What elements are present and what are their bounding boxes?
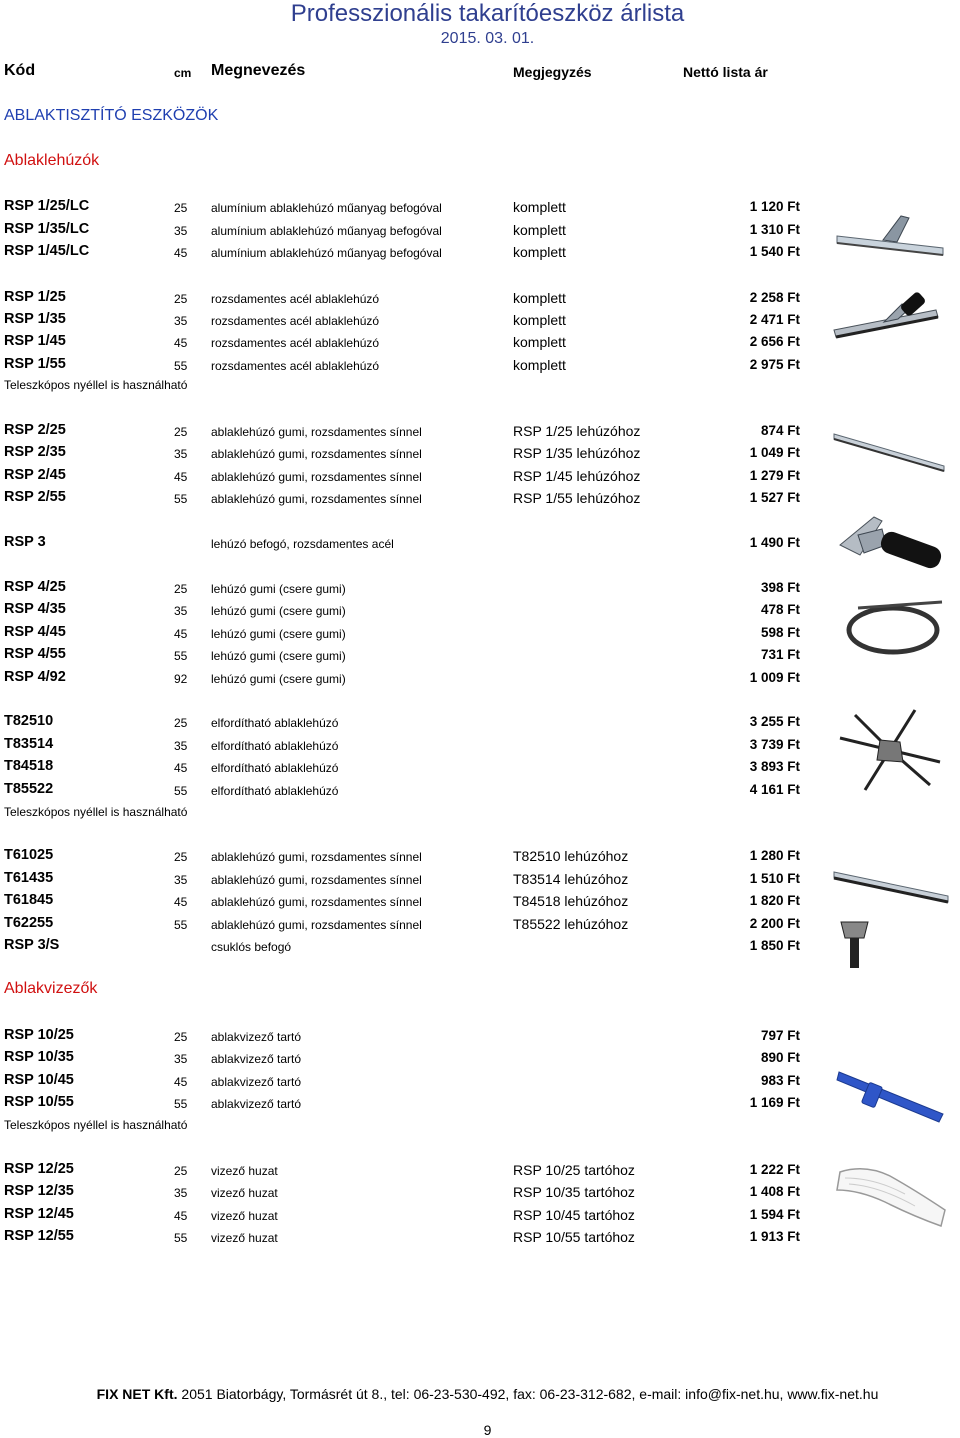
product-code: RSP 12/55 <box>4 1228 74 1244</box>
product-note: T82510 lehúzóhoz <box>513 848 629 864</box>
product-size: 55 <box>174 492 188 506</box>
product-code: RSP 10/45 <box>4 1072 74 1088</box>
washer-sleeve-image <box>835 1162 950 1232</box>
product-note: komplett <box>513 357 566 373</box>
product-name: vizező huzat <box>211 1209 278 1223</box>
product-name: vizező huzat <box>211 1186 278 1200</box>
product-code: RSP 2/45 <box>4 467 66 483</box>
product-price: 1 280 Ft <box>749 848 800 863</box>
product-note: RSP 10/35 tartóhoz <box>513 1184 635 1200</box>
product-code: RSP 4/25 <box>4 579 66 595</box>
product-size: 25 <box>174 292 188 306</box>
product-code: RSP 10/35 <box>4 1049 74 1065</box>
product-price: 598 Ft <box>760 625 800 640</box>
product-size: 35 <box>174 873 188 887</box>
product-size: 45 <box>174 246 188 260</box>
footer-details: 2051 Biatorbágy, Tormásrét út 8., tel: 06-23-530-492, fax: 06-23-312-682, e-mail: info@fix-net.hu, www.fix-net.hu <box>177 1386 879 1402</box>
product-note: T84518 lehúzóhoz <box>513 893 629 909</box>
column-header-note: Megjegyzés <box>513 64 592 80</box>
product-code: RSP 1/55 <box>4 356 66 372</box>
product-name: elfordítható ablaklehúzó <box>211 739 339 753</box>
product-size: 35 <box>174 224 188 238</box>
product-note: RSP 1/25 lehúzóhoz <box>513 423 641 439</box>
product-note: T85522 lehúzóhoz <box>513 916 629 932</box>
product-price: 1 310 Ft <box>749 222 800 237</box>
product-note: RSP 10/45 tartóhoz <box>513 1207 635 1223</box>
swivel-rubber-channel-image <box>832 868 950 908</box>
product-note: RSP 10/25 tartóhoz <box>513 1162 635 1178</box>
product-name: ablaklehúzó gumi, rozsdamentes sínnel <box>211 895 422 909</box>
product-name: elfordítható ablaklehúzó <box>211 784 339 798</box>
product-code: RSP 1/35/LC <box>4 221 90 237</box>
page-title: Professzionális takarítóeszköz árlista <box>290 0 685 27</box>
product-price: 1 820 Ft <box>749 893 800 908</box>
product-size: 25 <box>174 201 188 215</box>
product-code: RSP 4/45 <box>4 624 66 640</box>
product-name: lehúzó gumi (csere gumi) <box>211 649 346 663</box>
product-name: lehúzó befogó, rozsdamentes acél <box>211 537 394 551</box>
product-size: 92 <box>174 672 188 686</box>
product-price: 983 Ft <box>760 1073 800 1088</box>
product-note: komplett <box>513 199 566 215</box>
squeegee-aluminium-image <box>835 214 945 276</box>
product-note: komplett <box>513 334 566 350</box>
product-name: ablaklehúzó gumi, rozsdamentes sínnel <box>211 918 422 932</box>
product-code: RSP 4/35 <box>4 601 66 617</box>
product-price: 2 975 Ft <box>749 357 800 372</box>
product-price: 1 120 Ft <box>749 199 800 214</box>
product-name: elfordítható ablaklehúzó <box>211 716 339 730</box>
product-name: ablaklehúzó gumi, rozsdamentes sínnel <box>211 850 422 864</box>
swivel-squeegee-image <box>835 700 945 800</box>
product-note: komplett <box>513 312 566 328</box>
product-size: 45 <box>174 895 188 909</box>
product-code: RSP 3 <box>4 534 46 550</box>
product-size: 35 <box>174 1186 188 1200</box>
product-price: 1 913 Ft <box>749 1229 800 1244</box>
product-name: csuklós befogó <box>211 940 292 954</box>
product-price: 2 656 Ft <box>749 334 800 349</box>
product-size: 35 <box>174 1052 188 1066</box>
product-name: rozsdamentes acél ablaklehúzó <box>211 359 380 373</box>
squeegee-stainless-image <box>832 290 947 360</box>
product-code: T61435 <box>4 870 54 886</box>
product-price: 1 222 Ft <box>749 1162 800 1177</box>
product-price: 2 200 Ft <box>749 916 800 931</box>
product-name: ablaklehúzó gumi, rozsdamentes sínnel <box>211 425 422 439</box>
product-price: 478 Ft <box>760 602 800 617</box>
product-code: T61845 <box>4 892 54 908</box>
product-price: 3 255 Ft <box>749 714 800 729</box>
product-size: 45 <box>174 470 188 484</box>
column-header-name: Megnevezés <box>211 62 306 79</box>
product-code: RSP 2/35 <box>4 444 66 460</box>
product-price: 874 Ft <box>760 423 800 438</box>
product-code: T82510 <box>4 713 54 729</box>
product-price: 1 009 Ft <box>749 670 800 685</box>
product-code: RSP 10/55 <box>4 1094 74 1110</box>
product-name: ablaklehúzó gumi, rozsdamentes sínnel <box>211 492 422 506</box>
product-price: 3 739 Ft <box>749 737 800 752</box>
footer-company: FIX NET Kft. <box>96 1386 178 1402</box>
product-code: RSP 2/55 <box>4 489 66 505</box>
product-code: RSP 12/45 <box>4 1206 74 1222</box>
product-size: 45 <box>174 761 188 775</box>
product-code: RSP 4/92 <box>4 669 66 685</box>
product-note: RSP 1/55 lehúzóhoz <box>513 490 641 506</box>
product-size: 45 <box>174 627 188 641</box>
product-price: 2 258 Ft <box>749 290 800 305</box>
product-name: ablakvizező tartó <box>211 1097 302 1111</box>
product-size: 45 <box>174 1075 188 1089</box>
product-note: RSP 1/45 lehúzóhoz <box>513 468 641 484</box>
product-code: RSP 4/55 <box>4 646 66 662</box>
column-header-code: Kód <box>4 62 36 79</box>
rubber-blade-image <box>838 596 948 658</box>
section-title: ABLAKTISZTÍTÓ ESZKÖZÖK <box>4 107 219 124</box>
product-name: alumínium ablaklehúzó műanyag befogóval <box>211 224 442 238</box>
product-code: RSP 1/25 <box>4 289 66 305</box>
product-price: 1 408 Ft <box>749 1184 800 1199</box>
product-price: 731 Ft <box>760 647 800 662</box>
product-price: 1 490 Ft <box>749 535 800 550</box>
product-note: komplett <box>513 244 566 260</box>
product-price: 1 594 Ft <box>749 1207 800 1222</box>
product-size: 35 <box>174 447 188 461</box>
product-price: 2 471 Ft <box>749 312 800 327</box>
product-note: RSP 1/35 lehúzóhoz <box>513 445 641 461</box>
joint-holder-image <box>838 918 872 970</box>
product-name: lehúzó gumi (csere gumi) <box>211 604 346 618</box>
product-size: 25 <box>174 582 188 596</box>
product-code: RSP 1/35 <box>4 311 66 327</box>
product-name: ablaklehúzó gumi, rozsdamentes sínnel <box>211 470 422 484</box>
product-code: RSP 1/25/LC <box>4 198 90 214</box>
product-size: 55 <box>174 359 188 373</box>
product-code: T62255 <box>4 915 54 931</box>
product-size: 55 <box>174 649 188 663</box>
squeegee-holder-image <box>838 515 948 580</box>
product-note: T83514 lehúzóhoz <box>513 871 629 887</box>
product-name: lehúzó gumi (csere gumi) <box>211 672 346 686</box>
column-header-price: Nettó lista ár <box>683 64 768 80</box>
product-price: 398 Ft <box>760 580 800 595</box>
product-size: 25 <box>174 425 188 439</box>
product-code: RSP 12/35 <box>4 1183 74 1199</box>
product-price: 1 169 Ft <box>749 1095 800 1110</box>
product-note: komplett <box>513 222 566 238</box>
footer <box>0 1386 960 1402</box>
product-name: elfordítható ablaklehúzó <box>211 761 339 775</box>
product-size: 45 <box>174 1209 188 1223</box>
product-note: komplett <box>513 290 566 306</box>
product-code: RSP 12/25 <box>4 1161 74 1177</box>
product-size: 55 <box>174 918 188 932</box>
product-price: 1 279 Ft <box>749 468 800 483</box>
product-code: T61025 <box>4 847 54 863</box>
squeegee-rubber-channel-image <box>832 430 947 476</box>
product-size: 25 <box>174 1164 188 1178</box>
subsection-ablaklehuzok: Ablaklehúzók <box>4 152 100 169</box>
product-note: RSP 10/55 tartóhoz <box>513 1229 635 1245</box>
product-price: 1 049 Ft <box>749 445 800 460</box>
product-size: 25 <box>174 1030 188 1044</box>
product-code: T85522 <box>4 781 54 797</box>
product-name: rozsdamentes acél ablaklehúzó <box>211 336 380 350</box>
product-price: 1 527 Ft <box>749 490 800 505</box>
product-price: 1 850 Ft <box>749 938 800 953</box>
telescopic-note: Teleszkópos nyéllel is használható <box>4 1118 188 1132</box>
product-size: 25 <box>174 850 188 864</box>
telescopic-note: Teleszkópos nyéllel is használható <box>4 805 188 819</box>
product-code: RSP 2/25 <box>4 422 66 438</box>
product-name: ablakvizező tartó <box>211 1030 302 1044</box>
product-name: rozsdamentes acél ablaklehúzó <box>211 292 380 306</box>
product-price: 890 Ft <box>760 1050 800 1065</box>
product-price: 4 161 Ft <box>749 782 800 797</box>
product-code: RSP 3/S <box>4 937 60 953</box>
product-name: vizező huzat <box>211 1231 278 1245</box>
product-code: RSP 1/45/LC <box>4 243 90 259</box>
product-code: T83514 <box>4 736 54 752</box>
telescopic-note: Teleszkópos nyéllel is használható <box>4 378 188 392</box>
product-name: ablakvizező tartó <box>211 1052 302 1066</box>
column-header-cm: cm <box>174 66 192 80</box>
product-name: lehúzó gumi (csere gumi) <box>211 582 346 596</box>
washer-holder-image <box>835 1058 945 1128</box>
product-size: 25 <box>174 716 188 730</box>
product-name: alumínium ablaklehúzó műanyag befogóval <box>211 201 442 215</box>
product-size: 55 <box>174 1231 188 1245</box>
page-number: 9 <box>483 1422 492 1438</box>
page-date: 2015. 03. 01. <box>440 30 535 47</box>
product-size: 55 <box>174 1097 188 1111</box>
product-code: T84518 <box>4 758 54 774</box>
product-name: vizező huzat <box>211 1164 278 1178</box>
product-size: 55 <box>174 784 188 798</box>
product-name: rozsdamentes acél ablaklehúzó <box>211 314 380 328</box>
product-name: alumínium ablaklehúzó műanyag befogóval <box>211 246 442 260</box>
product-code: RSP 10/25 <box>4 1027 74 1043</box>
product-name: ablaklehúzó gumi, rozsdamentes sínnel <box>211 873 422 887</box>
product-size: 45 <box>174 336 188 350</box>
product-size: 35 <box>174 739 188 753</box>
product-price: 1 510 Ft <box>749 871 800 886</box>
product-size: 35 <box>174 604 188 618</box>
product-code: RSP 1/45 <box>4 333 66 349</box>
product-name: ablaklehúzó gumi, rozsdamentes sínnel <box>211 447 422 461</box>
product-price: 3 893 Ft <box>749 759 800 774</box>
product-price: 1 540 Ft <box>749 244 800 259</box>
product-size: 35 <box>174 314 188 328</box>
subsection-ablakvizezok: Ablakvizezők <box>4 980 98 997</box>
product-price: 797 Ft <box>760 1028 800 1043</box>
product-name: ablakvizező tartó <box>211 1075 302 1089</box>
product-name: lehúzó gumi (csere gumi) <box>211 627 346 641</box>
